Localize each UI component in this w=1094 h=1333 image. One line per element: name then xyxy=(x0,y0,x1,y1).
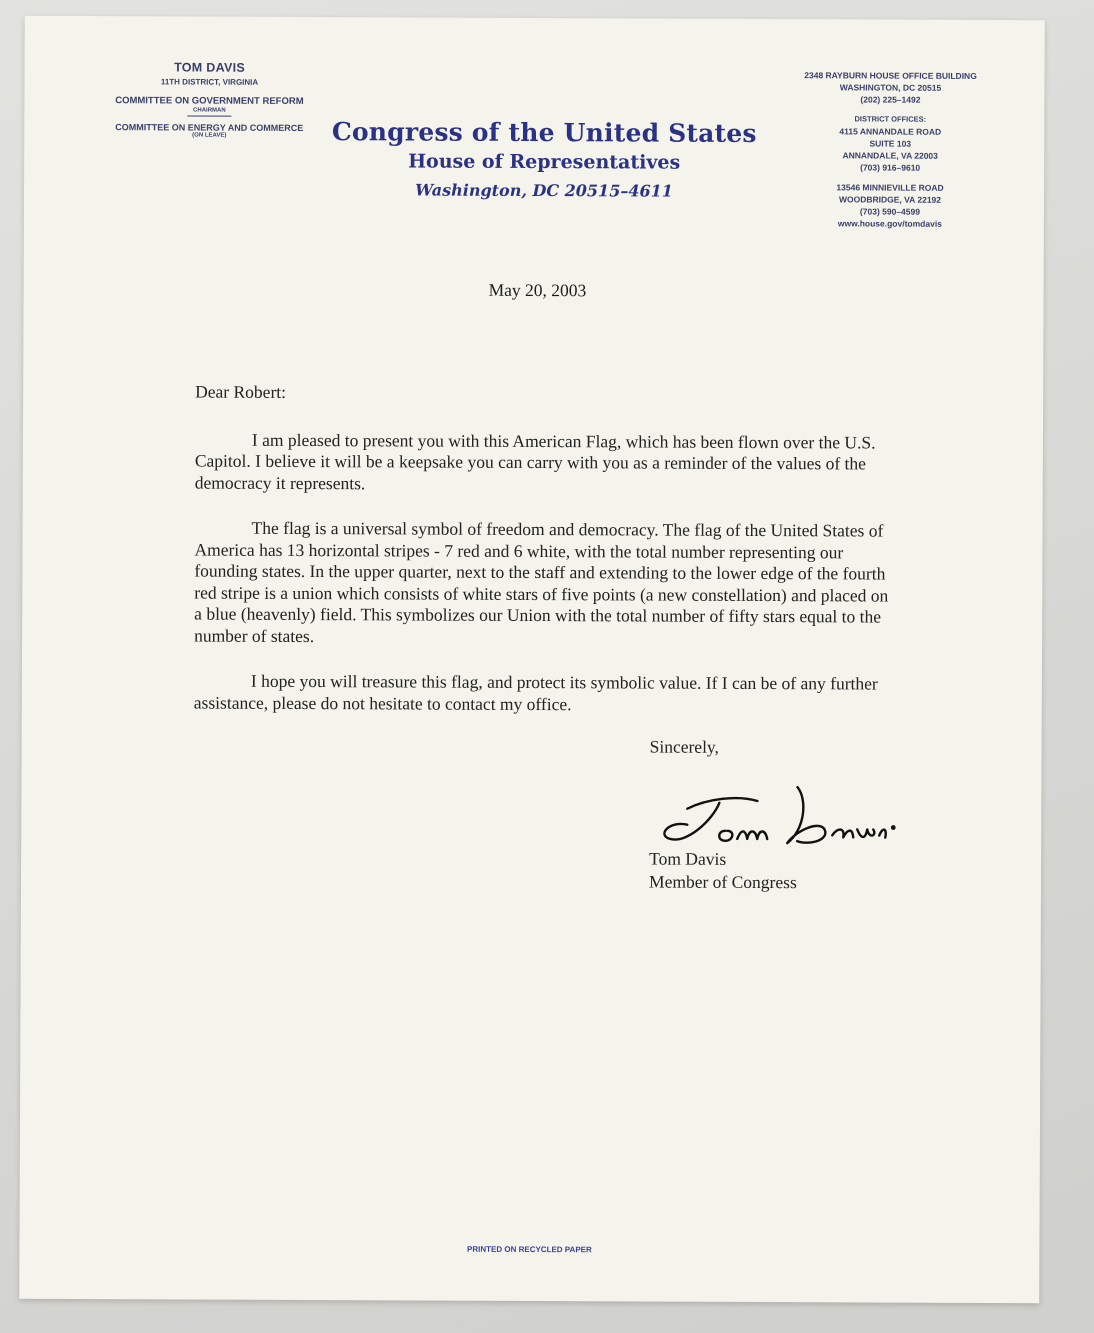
paragraph-2: The flag is a universal symbol of freedom and democracy. The flag of the United States of America has 13 horizontal stripes - 7 red and 6 white, with the total number representing our founding states. In the upper quarter, next to the staff and extending to the lower edge of the fourth red stripe is a union which consists of white stars of five points (a new constellation) and placed on a blue (heavenly) field. This symbolizes our Union with the total number of fifty stars equal to the number of states. xyxy=(194,517,889,646)
letterhead-title: Congress of the United States xyxy=(331,117,757,148)
dc-office-line2: WASHINGTON, DC 20515 xyxy=(839,82,942,93)
recycled-paper-note: PRINTED ON RECYCLED PAPER xyxy=(467,1244,592,1255)
district-offices-heading: DISTRICT OFFICES: xyxy=(854,114,927,124)
office2-line1: 13546 MINNIEVILLE ROAD xyxy=(836,182,944,193)
member-district: 11TH DISTRICT, VIRGINIA xyxy=(160,77,259,87)
letter-page xyxy=(19,16,1045,1303)
letter-date: May 20, 2003 xyxy=(488,279,587,301)
divider xyxy=(187,115,231,116)
letterhead-member-info xyxy=(94,60,324,139)
signer-name: Tom Davis xyxy=(649,848,727,869)
committee-2: COMMITTEE ON ENERGY AND COMMERCE xyxy=(115,122,304,133)
office1-line2: SUITE 103 xyxy=(869,138,912,149)
dc-office-line1: 2348 RAYBURN HOUSE OFFICE BUILDING xyxy=(804,70,977,81)
letterhead-title-block xyxy=(324,117,764,201)
office2-line2: WOODBRIDGE, VA 22192 xyxy=(838,194,942,205)
website: www.house.gov/tomdavis xyxy=(837,218,942,229)
office1-line3: ANNANDALE, VA 22003 xyxy=(842,150,938,161)
office1-phone: (703) 916–9610 xyxy=(860,162,921,173)
salutation: Dear Robert: xyxy=(195,381,287,402)
letterhead-subtitle: House of Representatives xyxy=(408,150,681,174)
letterhead-office-info xyxy=(790,69,991,230)
office1-line1: 4115 ANNANDALE ROAD xyxy=(839,126,942,137)
committee-1: COMMITTEE ON GOVERNMENT REFORM xyxy=(115,95,304,107)
closing: Sincerely, xyxy=(649,736,719,757)
dc-office-phone: (202) 225–1492 xyxy=(860,94,921,105)
member-name: TOM DAVIS xyxy=(174,60,246,75)
signer-title: Member of Congress xyxy=(648,871,797,893)
committee-1-role: CHAIRMAN xyxy=(193,107,226,114)
office2-phone: (703) 590–4599 xyxy=(859,206,920,217)
signature-block xyxy=(649,848,797,895)
paragraph-3: I hope you will treasure this flag, and protect its symbolic value. If I can be of any further assistance, please do not hesitate to contact my office. xyxy=(193,670,878,714)
letter-body xyxy=(194,382,896,741)
paragraph-1: I am pleased to present you with this American Flag, which has been flown over the U.S. Capitol. I believe it will be a keepsake you can carry with you as a reminder of the values of the democracy it represents. xyxy=(194,429,876,493)
committee-2-role: (ON LEAVE) xyxy=(192,132,227,139)
letterhead-address: Washington, DC 20515–4611 xyxy=(415,180,673,201)
